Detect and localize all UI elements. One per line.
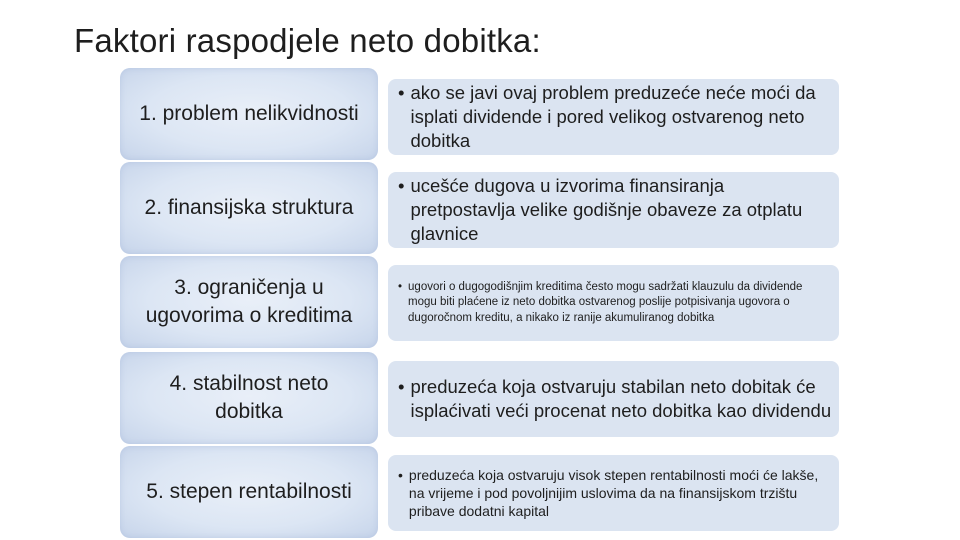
factor-box-1 bbox=[120, 68, 378, 160]
bullet-1: • bbox=[398, 81, 405, 103]
factor-label-5: 5. stepen rentabilnosti bbox=[146, 480, 352, 504]
description-text-2: ucešće dugova u izvorima finansiranja pretpostavlja velike godišnje obaveze za otplatu glavnice bbox=[410, 174, 803, 245]
description-box-3 bbox=[388, 265, 839, 341]
factor-box-5 bbox=[120, 446, 378, 538]
factor-box-3 bbox=[120, 256, 378, 348]
factor-label-3: 3. ograničenja u ugovorima o kreditima bbox=[145, 276, 353, 327]
factor-label-4: 4. stabilnost neto dobitka bbox=[169, 372, 329, 423]
bullet-2: • bbox=[398, 174, 405, 196]
factor-box-2 bbox=[120, 162, 378, 254]
bullet-3: • bbox=[398, 280, 403, 293]
bullet-5: • bbox=[398, 466, 403, 483]
description-box-2 bbox=[388, 172, 839, 248]
description-text-3: ugovori o dugogodišnjim kreditima često mogu sadržati klauzulu da dividende mogu biti plaćene iz neto dobitka ostvarenog poslije potpisivanja ugovora o dugoročnom kreditu, a nikako iz ranije akumuliranog dobitka bbox=[408, 280, 803, 324]
description-box-5 bbox=[388, 455, 839, 531]
factor-label-1: 1. problem nelikvidnosti bbox=[139, 102, 359, 126]
description-text-1: ako se javi ovaj problem preduzeće neće moći da isplati dividende i pored velikog ostvarenog neto dobitka bbox=[410, 81, 816, 152]
description-text-4: preduzeća koja ostvaruju stabilan neto dobitak će isplaćivati veći procenat neto dobitka kao dividendu bbox=[410, 375, 832, 421]
description-box-4 bbox=[388, 361, 839, 437]
description-box-1 bbox=[388, 79, 839, 155]
slide-title: Faktori raspodjele neto dobitka: bbox=[74, 22, 541, 59]
description-text-5: preduzeća koja ostvaruju visok stepen rentabilnosti moći će lakše, na vrijeme i pod povoljnijim uslovima da na finansijskom trzištu pribave dodatni kapital bbox=[408, 466, 819, 520]
bullet-4: • bbox=[398, 375, 405, 397]
factor-label-2: 2. finansijska struktura bbox=[144, 196, 354, 220]
factor-box-4 bbox=[120, 352, 378, 444]
